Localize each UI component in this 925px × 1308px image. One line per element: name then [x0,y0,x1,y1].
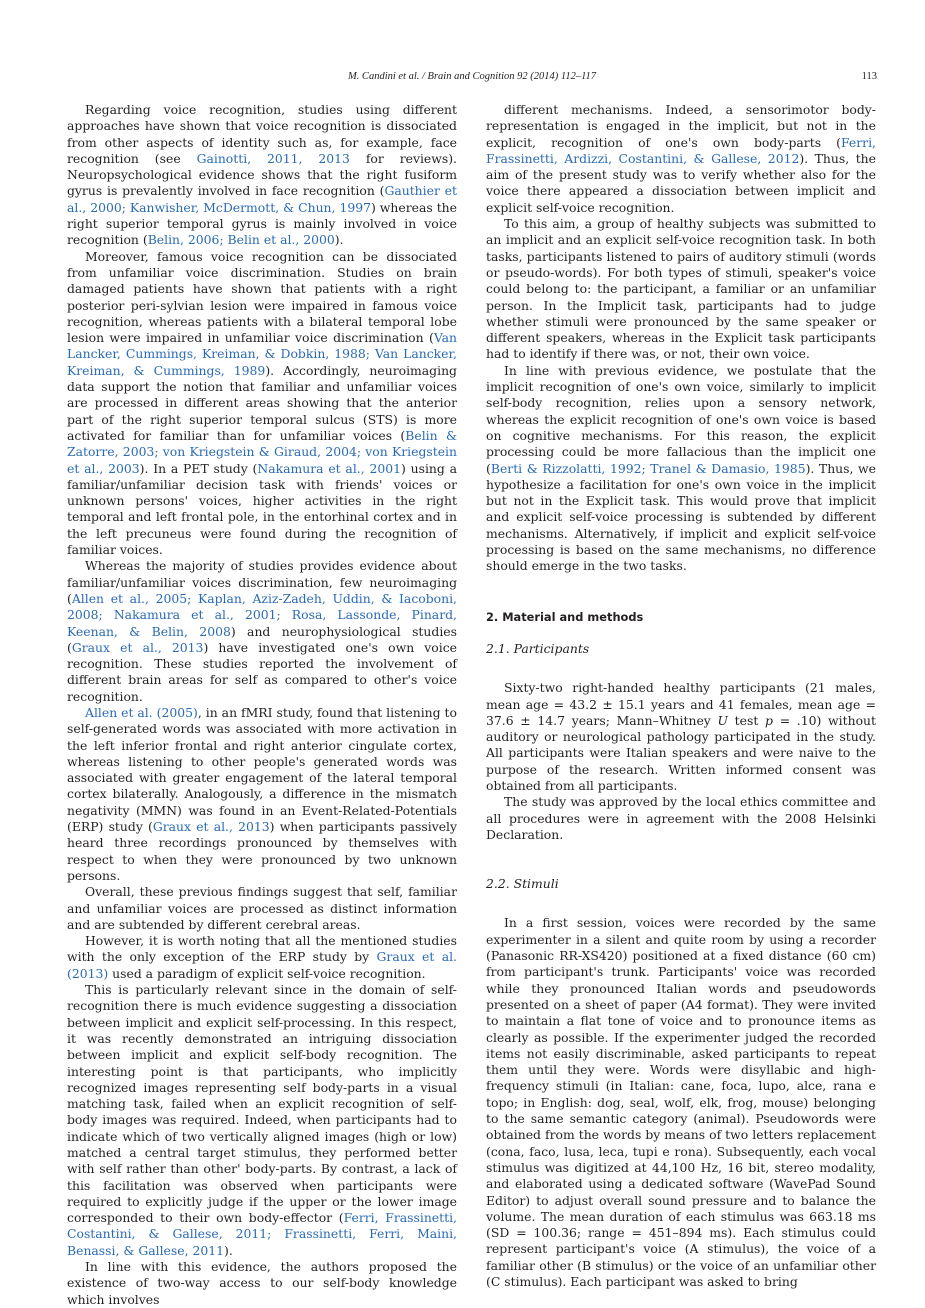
paragraph: However, it is worth noting that all the mentioned studies with the only exception of the ERP study by Graux et al. (2013) used a paradigm of explicit self-voice recognition. [67,933,457,981]
paragraph: Overall, these previous findings suggest that self, familiar and unfamiliar voices are processed as distinct information and are subtended by different cerebral areas. [67,884,457,932]
citation-link[interactable]: Berti & Rizzolatti, 1992; Tranel & Damasio, 1985 [490,460,806,476]
citation-link[interactable]: Allen et al., 2005; Kaplan, Aziz-Zadeh, Uddin, & Iacoboni, 2008; Nakamura et al., 2001; Rosa, Lassonde, Pinard, Keenan, & Belin, 2008 [67,590,457,639]
italic-symbol: U [717,712,728,728]
citation-link[interactable]: Graux et al., 2013 [152,819,270,835]
paragraph: The study was approved by the local ethics committee and all procedures were in agreement with the 2008 Helsinki Declaration. [486,794,876,842]
citation-link[interactable]: Gauthier et al., 2000; Kanwisher, McDermott, & Chun, 1997 [67,183,457,215]
paragraph: In a first session, voices were recorded by the same experimenter in a silent and quite room by using a recorder (Panasonic RR-XS420) positioned at a fixed distance (60 cm) from participant's trunk. Participants' voice was recorded while they pronounced Italian words and pseudowords presented on a sheet of paper (A4 format). They were invited to maintain a flat tone of voice and to pronounce items as clearly as possible. If the experimenter judged the recorded items not easily discriminable, asked participants to repeat them until they were. Words were disyllabic and high-frequency stimuli (in Italian: cane, foca, lupo, alce, rana e topo; in English: dog, seal, wolf, elk, frog, mouse) belonging to the same semantic category (animal). Pseudowords were obtained from the words by means of two letters replacement (cona, faco, lusa, leca, tupi e rona). Subsequently, each vocal stimulus was digitized at 44,100 Hz, 16 bit, stereo modality, and elaborated using a dedicated software (WavePad Sound Editor) to adjust overall sound pressure and to balance the volume. The mean duration of each stimulus was 663.18 ms (SD = 100.36; range = 451–894 ms). Each stimulus could represent participant's voice (A stimulus), the voice of a familiar other (B stimulus) or the voice of an unfamiliar other (C stimulus). Each participant was asked to bring [486,915,876,1289]
citation-link[interactable]: Van Lancker, Cummings, Kreiman, & Dobkin, 1988; Van Lancker, Kreiman, & Cummings, 1989 [67,330,457,378]
running-header [67,71,877,87]
citation-link[interactable]: Ferri, Frassinetti, Costantini, & Gallese, 2011; Frassinetti, Ferri, Maini, Benassi, & Gallese, 2011 [67,1210,457,1258]
paragraph: Allen et al. (2005), in an fMRI study, found that listening to self-generated words was associated with more activation in the left inferior frontal and right anterior cingulate cortex, whereas listening to other people's generated words was associated with greater engagement of the lateral temporal cortex bilaterally. Analogously, a difference in the mismatch negativity (MMN) was found in an Event-Related-Potentials (ERP) study (Graux et al., 2013) when participants passively heard three recordings pronounced by themselves with respect to when they were pronounced by two unknown persons. [67,704,457,883]
paragraph: Regarding voice recognition, studies using different approaches have shown that voice recognition is dissociated from other aspects of identity such as, for example, face recognition (see Gainotti, 2011, 2013 for reviews). Neuropsychological evidence shows that the right fusiform gyrus is prevalently involved in face recognition (Gauthier et al., 2000; Kanwisher, McDermott, & Chun, 1997) whereas the right superior temporal gyrus is mainly involved in voice recognition (Belin, 2006; Belin et al., 2000). [67,102,457,248]
citation-link[interactable]: Belin & Zatorre, 2003; von Kriegstein & Giraud, 2004; von Kriegstein et al., 2003 [67,427,457,476]
right-column [486,102,876,1290]
italic-symbol: p [765,712,773,728]
paragraph: Sixty-two right-handed healthy participants (21 males, mean age = 43.2 ± 15.1 years and 41 females, mean age = 37.6 ± 14.7 years; Mann–Whitney U test p = .10) without auditory or neurological pathology participated in the study. All participants were Italian speakers and were naive to the purpose of the research. Written informed consent was obtained from all participants. [486,680,876,793]
paragraph: This is particularly relevant since in the domain of self-recognition there is much evidence suggesting a dissociation between implicit and explicit self-processing. In this respect, it was recently demonstrated an intriguing dissociation between implicit and explicit self-body recognition. The interesting point is that participants, who implicitly recognized images representing self body-parts in a visual matching task, failed when an explicit recognition of self-body images was required. Indeed, when participants had to indicate which of two vertically aligned images (high or low) matched a central target stimulus, they performed better with self rather than other' body-parts. By contrast, a lack of this facilitation was observed when participants were required to explicitly judge if the upper or the lower image corresponded to their own body-effector (Ferri, Frassinetti, Costantini, & Gallese, 2011; Frassinetti, Ferri, Maini, Benassi, & Gallese, 2011). [67,982,457,1258]
section-heading: 2. Material and methods [486,609,644,624]
journal-citation: M. Candini et al. / Brain and Cognition 92 (2014) 112–117 [347,71,597,82]
paragraph: In line with previous evidence, we postulate that the implicit recognition of one's own voice, similarly to implicit self-body recognition, relies upon a sensory network, whereas the explicit recognition of one's own voice is based on cognitive mechanisms. For this reason, the explicit processing could be more fallacious than the implicit one (Berti & Rizzolatti, 1992; Tranel & Damasio, 1985). Thus, we hypothesize a facilitation for one's own voice in the implicit but not in the Explicit task. This would prove that implicit and explicit self-voice processing is subtended by different mechanisms. Alternatively, if implicit and explicit self-voice processing is based on the same mechanisms, no difference should emerge in the two tasks. [486,362,876,574]
paragraph: To this aim, a group of healthy subjects was submitted to an implicit and an explicit self-voice recognition task. In both tasks, participants listened to pairs of auditory stimuli (words or pseudo-words). For both types of stimuli, speaker's voice could belong to: the participant, a familiar or an unfamiliar person. In the Implicit task, participants had to judge whether stimuli were pronounced by the same speaker or different speakers, whereas in the Explicit task participants had to identify if there was, or not, their own voice. [486,216,876,362]
citation-link[interactable]: Allen et al. (2005) [85,704,198,720]
subsection-heading-stimuli: 2.2. Stimuli [486,876,559,892]
citation-link[interactable]: Gainotti, 2011, 2013 [196,150,350,166]
left-column [67,102,457,1308]
citation-link[interactable]: Nakamura et al., 2001 [257,460,401,476]
citation-link[interactable]: Ferri, Frassinetti, Ardizzi, Costantini, & Gallese, 2012 [486,134,876,166]
paragraph: different mechanisms. Indeed, a sensorimotor body-representation is engaged in the implicit, but not in the explicit, recognition of one's own body-parts (Ferri, Frassinetti, Ardizzi, Costantini, & Gallese, 2012). Thus, the aim of the present study was to verify whether also for the voice there appeared a dissociation between implicit and explicit self-voice recognition. [486,102,876,215]
paragraph: In line with this evidence, the authors proposed the existence of two-way access to our self-body knowledge which involves [67,1259,457,1307]
paragraph: Whereas the majority of studies provides evidence about familiar/unfamiliar voices discrimination, few neuroimaging (Allen et al., 2005; Kaplan, Aziz-Zadeh, Uddin, & Iacoboni, 2008; Nakamura et al., 2001; Rosa, Lassonde, Pinard, Keenan, & Belin, 2008) and neurophysiological studies (Graux et al., 2013) have investigated one's own voice recognition. These studies reported the involvement of different brain areas for self as compared to other's voice recognition. [67,558,457,704]
page-number: 113 [861,71,877,82]
subsection-heading-participants: 2.1. Participants [486,640,590,656]
citation-link[interactable]: Belin, 2006; Belin et al., 2000 [147,232,335,248]
citation-link[interactable]: Graux et al., 2013 [71,639,204,655]
paragraph: Moreover, famous voice recognition can be dissociated from unfamiliar voice discrimination. Studies on brain damaged patients have shown that patients with a right posterior peri-sylvian lesion were impaired in famous voice recognition, whereas patients with a bilateral temporal lobe lesion were impaired in unfamiliar voice discrimination (Van Lancker, Cummings, Kreiman, & Dobkin, 1988; Van Lancker, Kreiman, & Cummings, 1989). Accordingly, neuroimaging data support the notion that familiar and unfamiliar voices are processed in different areas showing that the anterior part of the right superior temporal sulcus (STS) is more activated for familiar than for unfamiliar voices (Belin & Zatorre, 2003; von Kriegstein & Giraud, 2004; von Kriegstein et al., 2003). In a PET study (Nakamura et al., 2001) using a familiar/unfamiliar decision task with friends' voices or unknown persons' voices, higher activities in the right temporal and left frontal pole, in the entorhinal cortex and in the left precuneus were found during the recognition of familiar voices. [67,248,457,558]
citation-link[interactable]: Graux et al. (2013) [67,949,457,981]
